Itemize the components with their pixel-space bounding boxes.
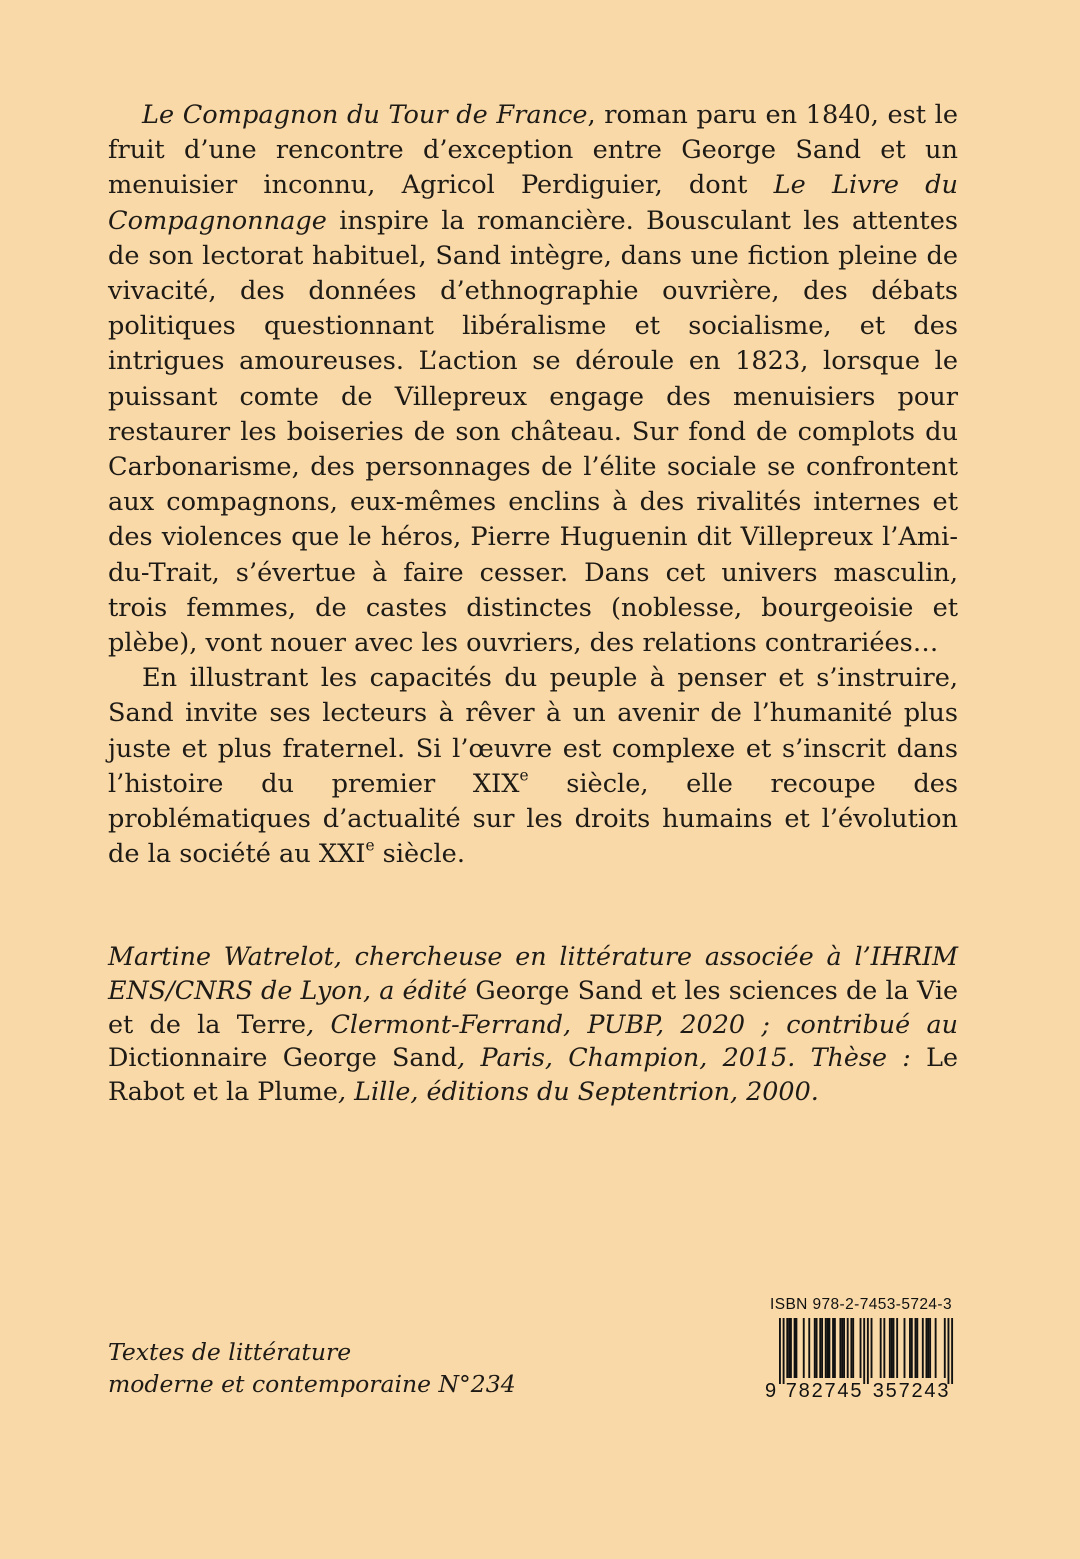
barcode-bar [883, 1318, 885, 1378]
series-line-1: Textes de littérature [108, 1338, 352, 1366]
barcode-bar [847, 1318, 849, 1378]
barcode-bar [783, 1318, 785, 1384]
barcode-bar [827, 1318, 829, 1378]
blurb [108, 98, 958, 872]
barcode-bar [821, 1318, 823, 1378]
barcode-bar [819, 1318, 821, 1378]
barcode-bar [863, 1318, 865, 1384]
barcode-bar [922, 1318, 924, 1378]
barcode-bar [816, 1318, 818, 1378]
blurb-paragraph-2: En illustrant les capacités du peuple à penser et s’instruire, Sand invite ses lecteurs à rêver à un avenir de l’humanité plus juste et plus fraternel. Si l’œuvre est complexe et s’inscrit dans l’histoire du premier XIXe siècle, elle recoupe des problématiques d’actualité sur les droits humains et l’évolution de la société au XXIe siècle. [108, 663, 958, 870]
barcode-bar [808, 1318, 810, 1378]
barcode-bar [843, 1318, 845, 1378]
barcode-bar [867, 1318, 869, 1384]
barcode-bar [832, 1318, 834, 1378]
isbn-digits: 9 782745 357243 [765, 1380, 951, 1402]
barcode-bar [852, 1318, 854, 1378]
barcode-bar [916, 1318, 918, 1378]
barcode-bar [828, 1318, 830, 1378]
barcode-bar [891, 1318, 893, 1378]
blurb-paragraph-1: Le Compagnon du Tour de France, roman paru en 1840, est le fruit d’une rencontre d’exception entre George Sand et un menuisier inconnu, Agricol Perdiguier, dont Le Livre du Compagnonnage inspire la romancière. Bousculant les attentes de son lectorat habituel, Sand intègre, dans une fiction pleine de vivacité, des données d’ethnographie ouvrière, des débats politiques questionnant libéralisme et socialisme, et des intrigues amoureuses. L’action se déroule en 1823, lorsque le puissant comte de Villepreux engage des menuisiers pour restaurer les boiseries de son château. Sur fond de complots du Carbonarisme, des personnages de l’élite sociale se confrontent aux compagnons, eux-mêmes enclins à des rivalités internes et des violences que le héros, Pierre Huguenin dit Villepreux l’Ami-du-Trait, s’évertue à faire cesser. Dans cet univers masculin, trois femmes, de castes distinctes (noblesse, bourgeoisie et plèbe), vont nouer avec les ouvriers, des relations contrariées… [108, 100, 958, 659]
barcode-bar [880, 1318, 882, 1378]
book-title-1: George Sand et les sciences de la Vie et de la Terre [108, 974, 958, 1039]
barcode-bar [929, 1318, 931, 1378]
barcode-bar [889, 1318, 891, 1378]
novel-title: Le Compagnon du Tour de France [142, 100, 588, 130]
book-title-2: Dictionnaire George Sand [108, 1042, 458, 1073]
barcode-bar [935, 1318, 937, 1378]
barcode-bar [850, 1318, 852, 1378]
barcode-bar [927, 1318, 929, 1378]
barcode-bar [860, 1318, 862, 1378]
barcode-bar [814, 1318, 816, 1378]
barcode-bar [779, 1318, 781, 1384]
series-info [108, 1337, 528, 1400]
barcode [765, 1318, 955, 1384]
author-bio: Martine Watrelot, chercheuse en littérature associée à l’IHRIM ENS/CNRS de Lyon, a édité George Sand et les sciences de la Vie et de la Terre, Clermont-Ferrand, PUBP, 2020 ; contribué au Dictionnaire George Sand, Paris, Champion, 2015. Thèse : Le Rabot et la Plume, Lille, éditions du Septentrion, 2000. [108, 941, 958, 1107]
barcode-bar [794, 1318, 796, 1378]
source-book-title: Le Livre du Compagnonnage [108, 170, 958, 236]
barcode-bar [841, 1318, 843, 1378]
barcode-bar [944, 1318, 946, 1378]
barcode-bar [871, 1318, 873, 1378]
book-title-3: Le Rabot et la Plume [108, 1042, 958, 1107]
barcode-bar [790, 1318, 792, 1378]
barcode-bar [951, 1318, 953, 1384]
barcode-bar [915, 1318, 917, 1378]
barcode-bar [803, 1318, 805, 1378]
barcode-bar [786, 1318, 788, 1378]
barcode-bar [926, 1318, 928, 1378]
barcode-bar [911, 1318, 913, 1378]
barcode-bar [834, 1318, 836, 1378]
barcode-bar [839, 1318, 841, 1378]
barcode-bar [896, 1318, 898, 1378]
barcode-bar [948, 1318, 950, 1384]
barcode-bar [788, 1318, 790, 1378]
series-line-2: moderne et contemporaine N°234 [108, 1369, 516, 1398]
barcode-bar [904, 1318, 906, 1378]
isbn-block [765, 1296, 955, 1408]
barcode-bar [909, 1318, 911, 1378]
isbn-label: ISBN 978-2-7453-5724-3 [770, 1296, 952, 1313]
barcode-bar [795, 1318, 797, 1378]
barcode-bar [893, 1318, 895, 1378]
barcode-bar [825, 1318, 827, 1378]
